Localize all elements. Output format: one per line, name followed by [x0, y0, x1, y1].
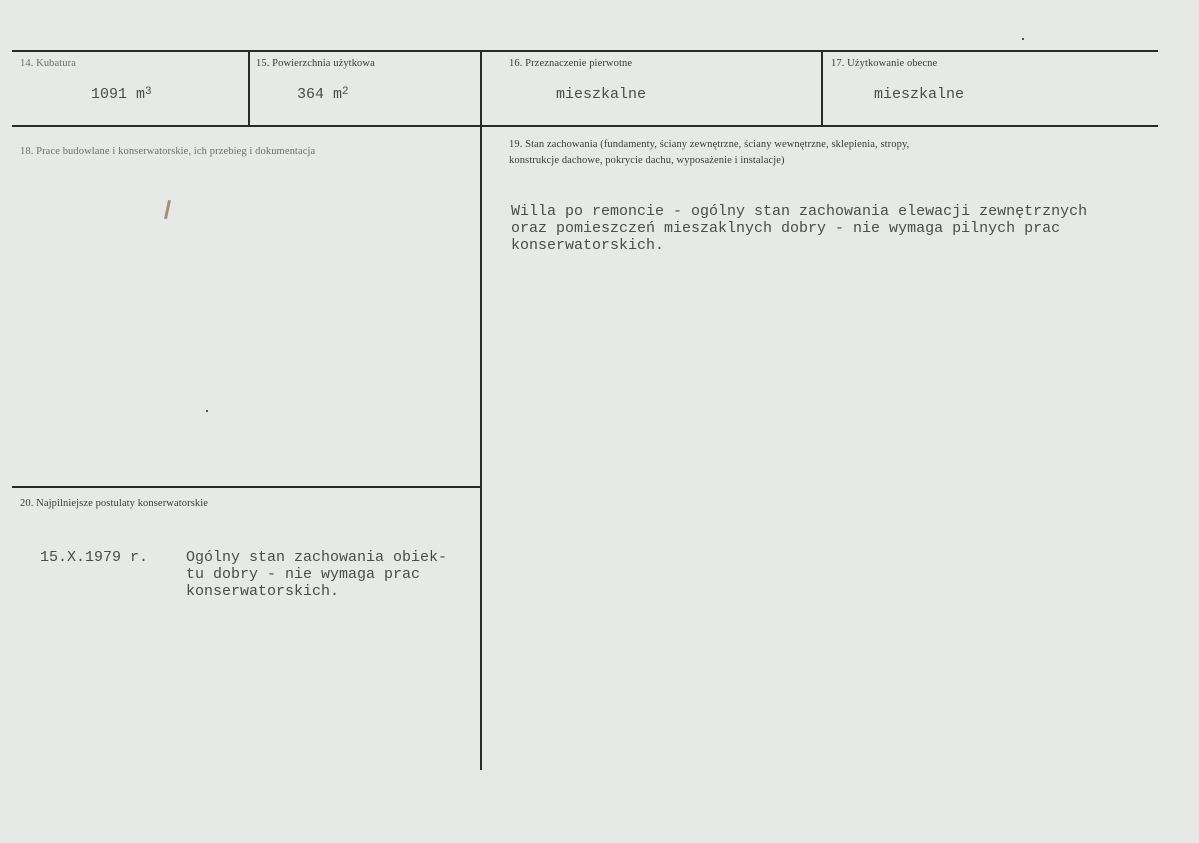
divider-15-16: [480, 50, 482, 770]
field-20-label: 20. Najpilniejsze postulaty konserwatorskie: [20, 498, 209, 509]
field-16-value: mieszkalne: [556, 86, 647, 103]
top-rule: [12, 50, 1158, 52]
section-20-rule: [12, 486, 480, 488]
field-19-label-line2: konstrukcje dachowe, pokrycie dachu, wyposażenie i instalacje): [509, 155, 785, 166]
middle-rule: [12, 125, 1158, 127]
field-18-label: 18. Prace budowlane i konserwatorskie, ich przebieg i dokumentacja: [20, 146, 316, 157]
field-15-label: 15. Powierzchnia użytkowa: [256, 58, 375, 69]
field-20-date: 15.X.1979 r.: [40, 549, 149, 566]
paper-speck: [164, 200, 171, 219]
field-17-value: mieszkalne: [874, 86, 965, 103]
field-19-text-line-3: konserwatorskich.: [511, 237, 665, 254]
field-20-text-line-1: Ogólny stan zachowania obiek-: [186, 549, 448, 566]
field-14-value: 1091 $m^3$: [91, 86, 152, 103]
paper-speck: [206, 410, 208, 412]
field-15-value: 364 $m^2$: [297, 86, 349, 103]
field-19-text-line-1: Willa po remoncie - ogólny stan zachowania elewacji zewnętrznych: [511, 203, 1088, 220]
field-16-label: 16. Przeznaczenie pierwotne: [509, 58, 633, 69]
paper-speck: [1022, 38, 1024, 40]
field-14-label: 14. Kubatura: [20, 58, 77, 69]
field-19-label-line1: 19. Stan zachowania (fundamenty, ściany zewnętrzne, ściany wewnętrzne, sklepienia, stropy,: [509, 139, 910, 150]
field-19-text-line-2: oraz pomieszczeń mieszaklnych dobry - nie wymaga pilnych prac: [511, 220, 1061, 237]
field-17-label: 17. Użytkowanie obecne: [831, 58, 938, 69]
field-20-text-line-3: konserwatorskich.: [186, 583, 340, 600]
divider-16-17: [821, 50, 823, 125]
divider-14-15: [248, 50, 250, 125]
field-20-text-line-2: tu dobry - nie wymaga prac: [186, 566, 421, 583]
